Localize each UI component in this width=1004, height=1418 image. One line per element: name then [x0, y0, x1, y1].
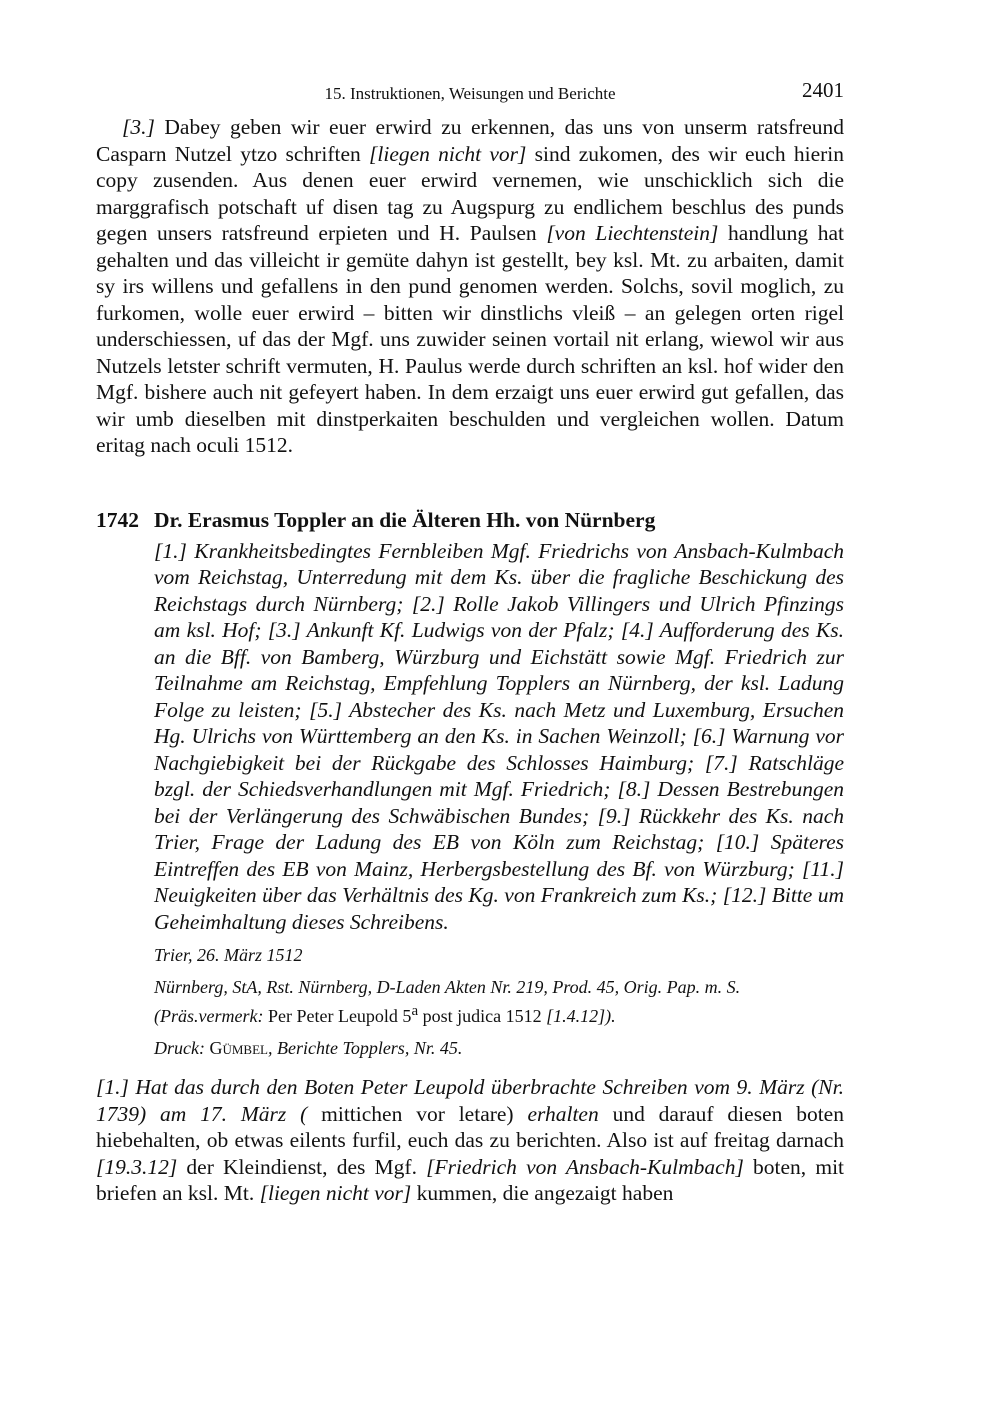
editorial-note: [von Liechtenstein] [546, 221, 719, 245]
source-date: [1.4.12]). [546, 1006, 616, 1026]
source-text-roman: post judica 1512 [418, 1006, 547, 1026]
text-span-italic: [1.] Hat das durch den Boten Peter Leupold überbrachte Schreiben vom 9. März (Nr. 1739) am 17. März ( [96, 1075, 844, 1126]
editorial-note: [19.3.12] [96, 1154, 178, 1179]
text-span: handlung hat gehalten und das villeicht ir gemüte dahyn ist gestellt, bey ksl. Mt. zu arbaiten, damit sy irs willens und gefallens in den pund genomen werden. Solchs, sovil moglich, zu furkomen, wolle euer erwird – bitten wir dinstlichs vleiß – an gelegen orten rigel underschiessen, uf das der Mgf. uns zuwider seinen vortail nit erlang, wiewol wir aus Nutzels letster schrift vermuten, H. Paulus werde durch schriften an ksl. hof wider den Mgf. bishere auch nit gefeyert haben. In dem erzaigt uns euer erwird gut gefallen, das wir umb dieselben mit dinstperkaiten beschulden und vergleichen wollen. Datum eritag nach oculi 1512. [96, 221, 844, 457]
document-title: Dr. Erasmus Toppler an die Älteren Hh. von Nürnberg [154, 507, 656, 532]
text-span: sind zukomen, des wir euch hierin copy zusenden. Aus denen euer erwird vernemen, wie unschicklich sich die marggrafisch potschaft uf disen tag zu Augspurg zu endlichem beschlus des punds gegen unsers ratsfreund erpieten und H. Paulsen [96, 141, 844, 245]
editorial-note: [liegen nicht vor] [369, 141, 527, 166]
place-date: Trier, 26. März 1512 [154, 945, 303, 965]
source-note [154, 975, 844, 1028]
print-label: Druck: [154, 1038, 205, 1058]
section-marker: [3.] [122, 115, 155, 139]
paragraph-1 [96, 1074, 844, 1207]
page-number: 2401 [802, 78, 844, 102]
source-text-roman: Per Peter Leupold 5 [263, 1006, 412, 1026]
running-head [96, 78, 844, 114]
print-author: Gümbel [204, 1038, 268, 1058]
document-number: 1742 [96, 507, 139, 532]
running-head-title: 15. Instruktionen, Weisungen und Berichte [324, 84, 616, 103]
print-note [154, 1036, 844, 1060]
text-span: Dabey geben wir euer erwird zu erkennen, das uns von unserm ratsfreund Casparn Nutzel ytzo schriften [96, 115, 844, 166]
editorial-note: [Friedrich von Ansbach-Kulmbach] [426, 1154, 744, 1179]
print-reference: , Berichte Topplers, Nr. 45. [267, 1038, 463, 1058]
text-span: mittichen vor letare) [307, 1101, 528, 1126]
paragraph-3 [96, 114, 844, 459]
regest-summary: [1.] Krankheitsbedingtes Fernbleiben Mgf. Friedrichs von Ansbach-Kulmbach vom Reichstag, Unterredung mit dem Ks. über die fragliche Beschickung des Reichstags durch Nürnberg; [2.] Rolle Jakob Villingers und Ulrich Pfinzings am ksl. Hof; [3.] Ankunft Kf. Ludwigs von der Pfalz; [4.] Aufforderung des Ks. an die Bff. von Bamberg, Würzburg und Eichstätt sowie Mgf. Friedrich zur Teilnahme am Reichstag, Empfehlung Topplers an Nürnberg, der ksl. Ladung Folge zu leisten; [5.] Abstecher des Ks. nach Metz und Luxemburg, Ersuchen Hg. Ulrichs von Württemberg an den Ks. in Sachen Weinzoll; [6.] Warnung vor Nachgiebigkeit bei der Rückgabe des Schlosses Haimburg; [7.] Ratschläge bzgl. der Schiedsverhandlungen mit Mgf. Friedrich; [8.] Dessen Bestrebungen bei der Verlängerung des Schwäbischen Bundes; [9.] Rückkehr des Ks. nach Trier, Frage der Ladung des EB von Köln zum Reichstag; [10.] Späteres Eintreffen des EB von Mainz, Herbergsbestellung des Bf. von Würzburg; [11.] Neuigkeiten über das Verhältnis des Kg. von Frankreich zum Ks.; [12.] Bitte um Geheimhaltung dieses Schreibens. [154, 538, 844, 934]
superscript: a [411, 1003, 419, 1019]
text-span: der Kleindienst, des Mgf. [177, 1154, 427, 1179]
text-span: kummen, die angezaigt haben [411, 1181, 674, 1205]
text-span: boten, mit briefen an ksl. Mt. [96, 1154, 845, 1205]
editorial-note: [liegen nicht vor] [259, 1181, 412, 1205]
text-span: und darauf diesen boten hiebehalten, ob etwas eilents furfil, euch das zu berichten. Also ist auf freitag darnach [96, 1101, 844, 1152]
document-page [96, 78, 844, 1207]
document-heading [96, 507, 844, 534]
text-span-italic: erhalten [527, 1101, 599, 1126]
source-text: Nürnberg, StA, Rst. Nürnberg, D-Laden Akten Nr. 219, Prod. 45, Orig. Pap. m. S. (Präs.vermerk: [154, 977, 741, 1026]
